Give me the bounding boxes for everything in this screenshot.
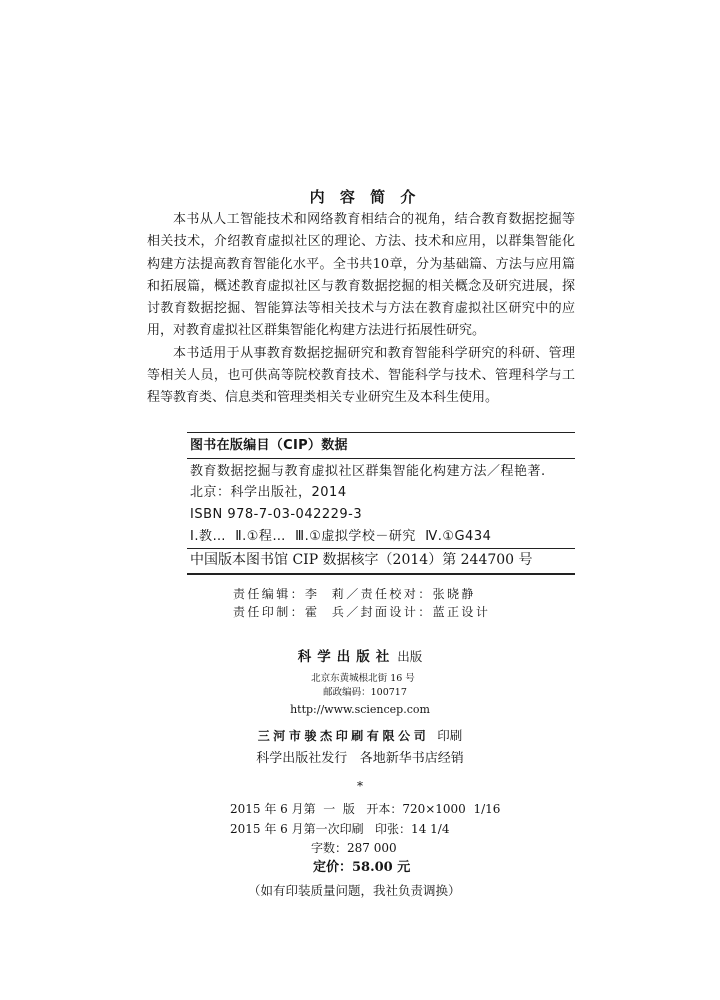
cip-classification: Ⅰ.教… Ⅱ.①程… Ⅲ.①虚拟学校－研究 Ⅳ.①G434 <box>190 529 492 544</box>
separator-asterisk: * <box>357 779 363 793</box>
quality-note: （如有印装质量问题，我社负责调换） <box>248 883 461 898</box>
publisher-url: http://www.sciencep.com <box>290 703 430 716</box>
cip-isbn: ISBN 978-7-03-042229-3 <box>190 507 363 522</box>
cip-rule-bottom <box>187 573 575 575</box>
word-count: 字数：287 000 <box>311 841 397 855</box>
staff-line-editors: 责任编辑：李 莉／责任校对：张晓静 <box>233 587 476 601</box>
cip-rule-middle <box>187 548 575 549</box>
price: 定价：58.00 元 <box>313 860 411 875</box>
printer-row <box>0 726 720 745</box>
publisher-address: 北京东黄城根北街 16 号 <box>311 673 415 684</box>
publisher-name: 科学出版社 <box>297 649 396 665</box>
intro-paragraph-1-line: 和拓展篇，概述教育虚拟社区与教育数据挖掘的相关概念及研究进展，探 <box>147 278 575 294</box>
cip-title-line: 教育数据挖掘与教育虚拟社区群集智能化构建方法／程艳著. <box>190 464 546 479</box>
intro-paragraph-1-line: 用，对教育虚拟社区群集智能化构建方法进行拓展性研究。 <box>147 323 486 339</box>
publisher-action: 出版 <box>397 649 423 664</box>
printer-name: 三河市骏杰印刷有限公司 <box>257 729 430 743</box>
distribution-line: 科学出版社发行 各地新华书店经销 <box>256 751 464 766</box>
intro-paragraph-2-line: 等相关人员，也可供高等院校教育技术、智能科学与技术、管理科学与工 <box>147 367 575 383</box>
printing-line: 2015 年 6 月第一次印刷 印张：14 1/4 <box>230 822 450 836</box>
intro-paragraph-2-line: 本书适用于从事教育数据挖掘研究和教育智能科学研究的科研、管理 <box>173 345 575 361</box>
intro-paragraph-1-line: 相关技术，介绍教育虚拟社区的理论、方法、技术和应用，以群集智能化 <box>147 234 575 250</box>
intro-title: 内 容 简 介 <box>309 188 421 206</box>
cip-header: 图书在版编目（CIP）数据 <box>190 438 348 453</box>
cip-rule-top <box>187 432 575 433</box>
staff-line-production: 责任印制：霍 兵／封面设计：蓝正设计 <box>233 605 491 619</box>
intro-paragraph-1-line: 本书从人工智能技术和网络教育相结合的视角，结合教育数据挖掘等 <box>173 212 575 227</box>
publisher-row <box>0 647 720 666</box>
publisher-postcode: 邮政编码：100717 <box>323 687 407 698</box>
printer-action: 印刷 <box>437 728 463 743</box>
edition-line: 2015 年 6 月第 一 版 开本：720×1000 1/16 <box>230 802 501 816</box>
intro-paragraph-1-line: 构建方法提高教育智能化水平。全书共10章，分为基础篇、方法与应用篇 <box>147 256 575 272</box>
intro-paragraph-2-line: 程等教育类、信息类和管理类相关专业研究生及本科生使用。 <box>147 390 499 405</box>
cip-rule-header <box>187 458 575 459</box>
cip-number: 中国版本图书馆 CIP 数据核字（2014）第 244700 号 <box>190 552 533 568</box>
intro-body <box>147 209 575 409</box>
cip-publisher-line: 北京：科学出版社，2014 <box>190 485 347 500</box>
intro-paragraph-1-line: 讨教育数据挖掘、智能算法等相关技术与方法在教育虚拟社区研究中的应 <box>147 301 575 316</box>
